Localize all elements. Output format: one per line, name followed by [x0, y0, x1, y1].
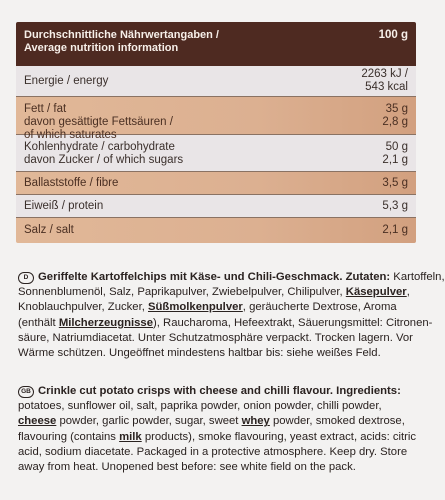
ingredients-en-line-5: acid, sodium diacetate. Packaged in a protective atmosphere. Keep dry. Store — [18, 445, 408, 458]
row-protein — [16, 195, 416, 218]
ingredients-de-line-2 — [18, 285, 418, 300]
sugars-value: 2,1 g — [382, 154, 408, 166]
salt-value: 2,1 g — [382, 224, 408, 236]
carbohydrate-value: 50 g — [385, 141, 408, 153]
ingredients-de-text: , geräucherte Dextrose, Aroma — [242, 301, 397, 314]
header-en: Average nutrition information — [24, 42, 179, 54]
ingredients-en-line-6: away from heat. Unopened best before: see white field on the pack. — [18, 461, 356, 474]
ingredients-en-line-4 — [18, 430, 418, 445]
ingredients-en-text: flavouring (contains — [18, 430, 120, 443]
row-energy — [16, 66, 416, 97]
energy-label: Energie / energy — [24, 75, 109, 87]
salt-label: Salz / salt — [24, 224, 74, 236]
allergen-cheese: cheese — [18, 415, 57, 428]
nutrition-table — [16, 22, 416, 243]
row-salt — [16, 218, 416, 243]
ingredients-de-text: Sonnenblumenöl, Salz, Paprikapulver, Zwiebelpulver, Chilipulver, — [18, 286, 346, 299]
language-badge-de: D — [18, 272, 34, 284]
allergen-milk: milk — [119, 430, 142, 443]
saturates-value: 2,8 g — [382, 116, 408, 128]
nutrition-header — [16, 22, 416, 66]
nutrition-header-title — [24, 29, 219, 66]
ingredients-de-line-3 — [18, 300, 418, 315]
energy-kcal: 543 kcal — [365, 81, 408, 93]
saturates-label-en: of which saturates — [24, 129, 117, 141]
saturates-label-de: davon gesättigte Fettsäuren / — [24, 116, 173, 128]
ingredients-german — [18, 270, 445, 361]
protein-label: Eiweiß / protein — [24, 199, 104, 212]
ingredients-de-text: Knoblauchpulver, Zucker, — [18, 301, 148, 314]
ingredients-en-text: products), smoke flavouring, yeast extract, acids: citric — [141, 430, 417, 443]
ingredients-en-text: powder, garlic powder, sugar, sweet — [56, 415, 242, 428]
fat-value: 35 g — [385, 103, 408, 115]
per-100g: 100 g — [378, 29, 408, 41]
row-carbohydrate — [16, 135, 416, 172]
ingredients-english — [18, 384, 418, 475]
ingredients-de-line-6: Wärme schützen. Ungeöffnet mindestens haltbar bis: siehe weißes Feld. — [18, 347, 381, 360]
ingredients-en-line-3 — [18, 414, 418, 429]
fibre-value: 3,5 g — [382, 176, 408, 189]
ingredients-de-text: , — [406, 286, 410, 299]
header-de: Durchschnittliche Nährwertangaben / — [24, 29, 219, 41]
language-badge-gb: GB — [18, 386, 34, 398]
ingredients-de-text: ), Raucharoma, Hefeextrakt, Säuerungsmittel: Citronen- — [153, 316, 433, 329]
ingredients-de-text: Kartoffeln, — [390, 271, 445, 283]
ingredients-de-line-1 — [18, 270, 445, 285]
allergen-whey: whey — [241, 415, 270, 428]
row-fibre — [16, 172, 416, 195]
carbohydrate-label: Kohlenhydrate / carbohydrate — [24, 141, 175, 153]
ingredients-en-text: powder, smoked dextrose, — [269, 415, 405, 428]
fat-label: Fett / fat — [24, 103, 67, 115]
fibre-label: Ballaststoffe / fibre — [24, 176, 119, 189]
allergen-cheese-powder: Käsepulver — [345, 286, 407, 299]
row-fat — [16, 97, 416, 141]
energy-kj: 2263 kJ / — [361, 68, 408, 80]
allergen-whey-powder: Süßmolkenpulver — [148, 301, 243, 314]
ingredients-de-line-5: säure, Natriumdiacetat. Unter Schutzatmosphäre verpackt. Trocken lagern. Vor — [18, 331, 413, 344]
ingredients-de-title: Geriffelte Kartoffelchips mit Käse- und Chili-Geschmack. Zutaten: — [38, 271, 391, 283]
ingredients-en-line-2: potatoes, sunflower oil, salt, paprika powder, onion powder, chilli powder, — [18, 400, 382, 413]
ingredients-de-line-4 — [18, 316, 433, 331]
protein-value: 5,3 g — [382, 199, 408, 212]
ingredients-en-line-1 — [18, 384, 418, 399]
ingredients-en-title: Crinkle cut potato crisps with cheese and chilli flavour. Ingredients: — [38, 385, 401, 397]
sugars-label: davon Zucker / of which sugars — [24, 154, 184, 166]
allergen-milk-products: Milcherzeugnisse — [58, 316, 153, 329]
ingredients-de-text: (enthält — [18, 316, 59, 329]
